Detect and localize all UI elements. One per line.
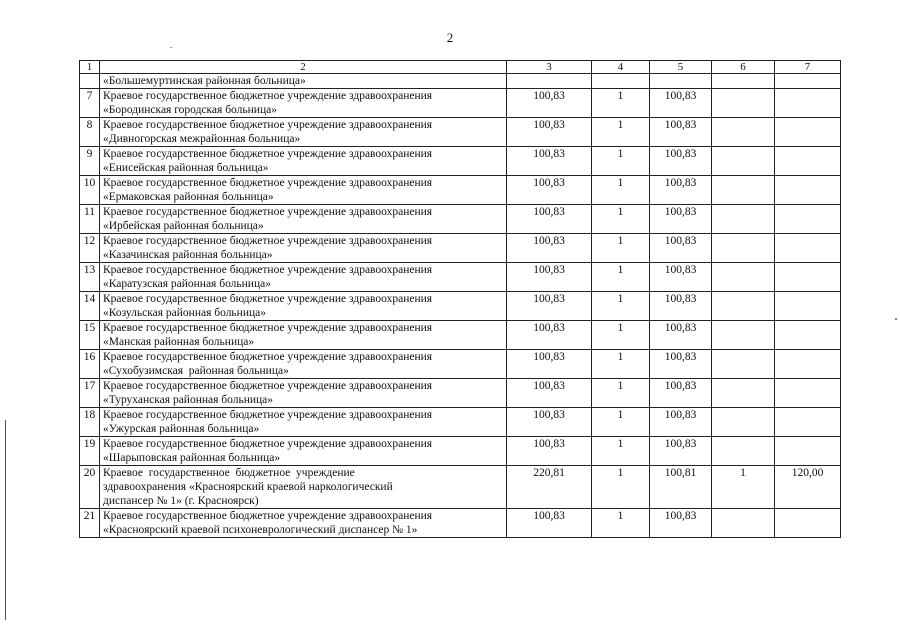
value-cell-c3: 100,83 bbox=[507, 321, 592, 350]
table-row bbox=[80, 292, 841, 321]
value-cell-c6 bbox=[712, 118, 775, 147]
institution-name-cell bbox=[100, 379, 507, 408]
value-cell-c5: 100,83 bbox=[650, 509, 712, 538]
row-number-cell: 20 bbox=[80, 466, 100, 509]
value-cell-c7 bbox=[775, 176, 841, 205]
allocation-table bbox=[79, 60, 841, 538]
institution-name-line: Краевое государственное бюджетное учреждение здравоохранения bbox=[103, 293, 433, 305]
value-cell-c4: 1 bbox=[592, 118, 650, 147]
value-cell-c5: 100,83 bbox=[650, 234, 712, 263]
value-cell-c7 bbox=[775, 379, 841, 408]
row-number-cell bbox=[80, 74, 100, 89]
value-cell-c3: 100,83 bbox=[507, 408, 592, 437]
value-cell-c7 bbox=[775, 147, 841, 176]
row-number-cell: 21 bbox=[80, 509, 100, 538]
value-cell-c7 bbox=[775, 408, 841, 437]
value-cell-c4: 1 bbox=[592, 466, 650, 509]
value-cell bbox=[592, 74, 650, 89]
institution-name-line: «Козульская районная больница» bbox=[103, 307, 266, 319]
table-row bbox=[80, 379, 841, 408]
value-cell-c6 bbox=[712, 147, 775, 176]
institution-name-cell bbox=[100, 509, 507, 538]
value-cell-c4: 1 bbox=[592, 147, 650, 176]
institution-name-line: «Казачинская районная больница» bbox=[103, 249, 273, 261]
institution-name-cell bbox=[100, 263, 507, 292]
value-cell-c6 bbox=[712, 379, 775, 408]
value-cell-c7: 120,00 bbox=[775, 466, 841, 509]
value-cell bbox=[775, 74, 841, 89]
value-cell-c4: 1 bbox=[592, 350, 650, 379]
value-cell-c6 bbox=[712, 205, 775, 234]
table-row bbox=[80, 118, 841, 147]
value-cell-c6 bbox=[712, 176, 775, 205]
value-cell-c6 bbox=[712, 408, 775, 437]
row-number-cell: 15 bbox=[80, 321, 100, 350]
column-header: 3 bbox=[507, 61, 592, 74]
value-cell-c6 bbox=[712, 292, 775, 321]
column-header: 5 bbox=[650, 61, 712, 74]
value-cell-c3: 100,83 bbox=[507, 263, 592, 292]
value-cell-c3: 100,83 bbox=[507, 234, 592, 263]
institution-name-line: Краевое государственное бюджетное учреждение здравоохранения bbox=[103, 380, 433, 392]
value-cell-c3: 100,83 bbox=[507, 89, 592, 118]
scan-margin-line bbox=[5, 420, 6, 620]
institution-name-cell bbox=[100, 292, 507, 321]
table-row bbox=[80, 408, 841, 437]
value-cell-c6 bbox=[712, 509, 775, 538]
institution-name-line: «Манская районная больница» bbox=[103, 336, 255, 348]
value-cell-c4: 1 bbox=[592, 321, 650, 350]
value-cell-c5: 100,83 bbox=[650, 408, 712, 437]
table-row bbox=[80, 321, 841, 350]
institution-name-line: «Туруханская районная больница» bbox=[103, 394, 274, 406]
institution-name-cell bbox=[100, 89, 507, 118]
value-cell-c4: 1 bbox=[592, 205, 650, 234]
row-number-cell: 14 bbox=[80, 292, 100, 321]
row-number-cell: 16 bbox=[80, 350, 100, 379]
value-cell-c6 bbox=[712, 437, 775, 466]
institution-name-line: Краевое государственное бюджетное учреждение здравоохранения bbox=[103, 264, 433, 276]
value-cell-c7 bbox=[775, 205, 841, 234]
value-cell-c5: 100,83 bbox=[650, 176, 712, 205]
table-header-row bbox=[80, 61, 841, 74]
value-cell-c7 bbox=[775, 321, 841, 350]
institution-name-line: Краевое государственное бюджетное учреждение здравоохранения bbox=[103, 206, 433, 218]
value-cell-c3: 100,83 bbox=[507, 205, 592, 234]
institution-name-line: Краевое государственное бюджетное учреждение здравоохранения bbox=[103, 351, 433, 363]
table-row bbox=[80, 89, 841, 118]
value-cell-c5: 100,83 bbox=[650, 292, 712, 321]
scan-speck bbox=[895, 318, 897, 320]
value-cell-c4: 1 bbox=[592, 234, 650, 263]
institution-name-cell bbox=[100, 466, 507, 509]
value-cell-c6 bbox=[712, 263, 775, 292]
institution-name-line: диспансер № 1» (г. Красноярск) bbox=[103, 495, 259, 507]
value-cell-c4: 1 bbox=[592, 509, 650, 538]
institution-name-line: «Шарыповская районная больница» bbox=[103, 452, 281, 464]
value-cell-c5: 100,83 bbox=[650, 379, 712, 408]
value-cell-c7 bbox=[775, 350, 841, 379]
table-row bbox=[80, 176, 841, 205]
value-cell-c6: 1 bbox=[712, 466, 775, 509]
institution-name-line: «Сухобузимская районная больница» bbox=[103, 365, 289, 377]
value-cell-c7 bbox=[775, 292, 841, 321]
institution-name-line: «Каратузская районная больница» bbox=[103, 278, 271, 290]
institution-name-cell bbox=[100, 321, 507, 350]
row-number-cell: 19 bbox=[80, 437, 100, 466]
scan-speck bbox=[170, 47, 172, 48]
continuation-row bbox=[80, 74, 841, 89]
value-cell-c5: 100,83 bbox=[650, 437, 712, 466]
column-header: 2 bbox=[100, 61, 507, 74]
institution-name-line: Краевое государственное бюджетное учреждение здравоохранения bbox=[103, 409, 433, 421]
value-cell-c6 bbox=[712, 89, 775, 118]
institution-name-cell: «Большемуртинская районная больница» bbox=[100, 74, 507, 89]
institution-name-line: Краевое государственное бюджетное учреждение здравоохранения bbox=[103, 177, 433, 189]
row-number-cell: 8 bbox=[80, 118, 100, 147]
row-number-cell: 7 bbox=[80, 89, 100, 118]
institution-name-cell bbox=[100, 147, 507, 176]
row-number-cell: 9 bbox=[80, 147, 100, 176]
row-number-cell: 18 bbox=[80, 408, 100, 437]
value-cell-c5: 100,83 bbox=[650, 147, 712, 176]
value-cell-c5: 100,81 bbox=[650, 466, 712, 509]
value-cell-c3: 100,83 bbox=[507, 118, 592, 147]
institution-name-cell bbox=[100, 234, 507, 263]
value-cell-c7 bbox=[775, 263, 841, 292]
column-header: 7 bbox=[775, 61, 841, 74]
value-cell bbox=[507, 74, 592, 89]
value-cell-c6 bbox=[712, 350, 775, 379]
value-cell-c4: 1 bbox=[592, 292, 650, 321]
institution-name-cell bbox=[100, 350, 507, 379]
value-cell-c5: 100,83 bbox=[650, 205, 712, 234]
table-row bbox=[80, 437, 841, 466]
value-cell-c3: 100,83 bbox=[507, 509, 592, 538]
value-cell bbox=[712, 74, 775, 89]
value-cell-c3: 100,83 bbox=[507, 147, 592, 176]
value-cell-c7 bbox=[775, 509, 841, 538]
institution-name-cell bbox=[100, 408, 507, 437]
table-row bbox=[80, 234, 841, 263]
row-number-cell: 12 bbox=[80, 234, 100, 263]
table-row bbox=[80, 263, 841, 292]
institution-name-line: Краевое государственное бюджетное учреждение здравоохранения bbox=[103, 438, 433, 450]
value-cell-c4: 1 bbox=[592, 379, 650, 408]
row-number-cell: 11 bbox=[80, 205, 100, 234]
row-number-cell: 10 bbox=[80, 176, 100, 205]
institution-name-line: Краевое государственное бюджетное учреждение здравоохранения bbox=[103, 90, 433, 102]
institution-name-line: Краевое государственное бюджетное учреждение здравоохранения bbox=[103, 235, 433, 247]
value-cell-c3: 100,83 bbox=[507, 437, 592, 466]
row-number-cell: 13 bbox=[80, 263, 100, 292]
table-row bbox=[80, 205, 841, 234]
institution-name-cell bbox=[100, 437, 507, 466]
institution-name-line: Краевое государственное бюджетное учреждение здравоохранения bbox=[103, 510, 433, 522]
institution-name-line: здравоохранения «Красноярский краевой наркологический bbox=[103, 481, 393, 493]
value-cell-c6 bbox=[712, 321, 775, 350]
table-row bbox=[80, 350, 841, 379]
value-cell-c7 bbox=[775, 437, 841, 466]
row-number-cell: 17 bbox=[80, 379, 100, 408]
value-cell-c5: 100,83 bbox=[650, 263, 712, 292]
institution-name-line: «Енисейская районная больница» bbox=[103, 162, 269, 174]
table-row bbox=[80, 509, 841, 538]
value-cell-c5: 100,83 bbox=[650, 89, 712, 118]
value-cell bbox=[650, 74, 712, 89]
value-cell-c3: 100,83 bbox=[507, 176, 592, 205]
value-cell-c5: 100,83 bbox=[650, 350, 712, 379]
institution-name-line: «Ужурская районная больница» bbox=[103, 423, 260, 435]
institution-name-cell bbox=[100, 205, 507, 234]
institution-name-line: «Дивногорская межрайонная больница» bbox=[103, 133, 301, 145]
table-row bbox=[80, 147, 841, 176]
institution-name-line: «Красноярский краевой психоневрологический диспансер № 1» bbox=[103, 524, 418, 536]
value-cell-c3: 220,81 bbox=[507, 466, 592, 509]
page-number: 2 bbox=[446, 30, 454, 45]
value-cell-c4: 1 bbox=[592, 263, 650, 292]
value-cell-c4: 1 bbox=[592, 408, 650, 437]
institution-name-line: «Ирбейская районная больница» bbox=[103, 220, 264, 232]
value-cell-c3: 100,83 bbox=[507, 292, 592, 321]
institution-name-line: Краевое государственное бюджетное учреждение bbox=[103, 467, 355, 479]
institution-name-line: Краевое государственное бюджетное учреждение здравоохранения bbox=[103, 148, 433, 160]
value-cell-c4: 1 bbox=[592, 437, 650, 466]
institution-name-cell bbox=[100, 118, 507, 147]
value-cell-c5: 100,83 bbox=[650, 118, 712, 147]
institution-name-line: «Ермаковская районная больница» bbox=[103, 191, 274, 203]
column-header: 4 bbox=[592, 61, 650, 74]
column-header: 6 bbox=[712, 61, 775, 74]
value-cell-c4: 1 bbox=[592, 89, 650, 118]
institution-name-line: Краевое государственное бюджетное учреждение здравоохранения bbox=[103, 119, 433, 131]
value-cell-c4: 1 bbox=[592, 176, 650, 205]
institution-name-line: Краевое государственное бюджетное учреждение здравоохранения bbox=[103, 322, 433, 334]
value-cell-c7 bbox=[775, 89, 841, 118]
table-row bbox=[80, 466, 841, 509]
institution-name-line: «Бородинская городская больница» bbox=[103, 104, 277, 116]
value-cell-c3: 100,83 bbox=[507, 379, 592, 408]
value-cell-c3: 100,83 bbox=[507, 350, 592, 379]
value-cell-c6 bbox=[712, 234, 775, 263]
institution-name-cell bbox=[100, 176, 507, 205]
column-header: 1 bbox=[80, 61, 100, 74]
value-cell-c7 bbox=[775, 234, 841, 263]
value-cell-c5: 100,83 bbox=[650, 321, 712, 350]
value-cell-c7 bbox=[775, 118, 841, 147]
